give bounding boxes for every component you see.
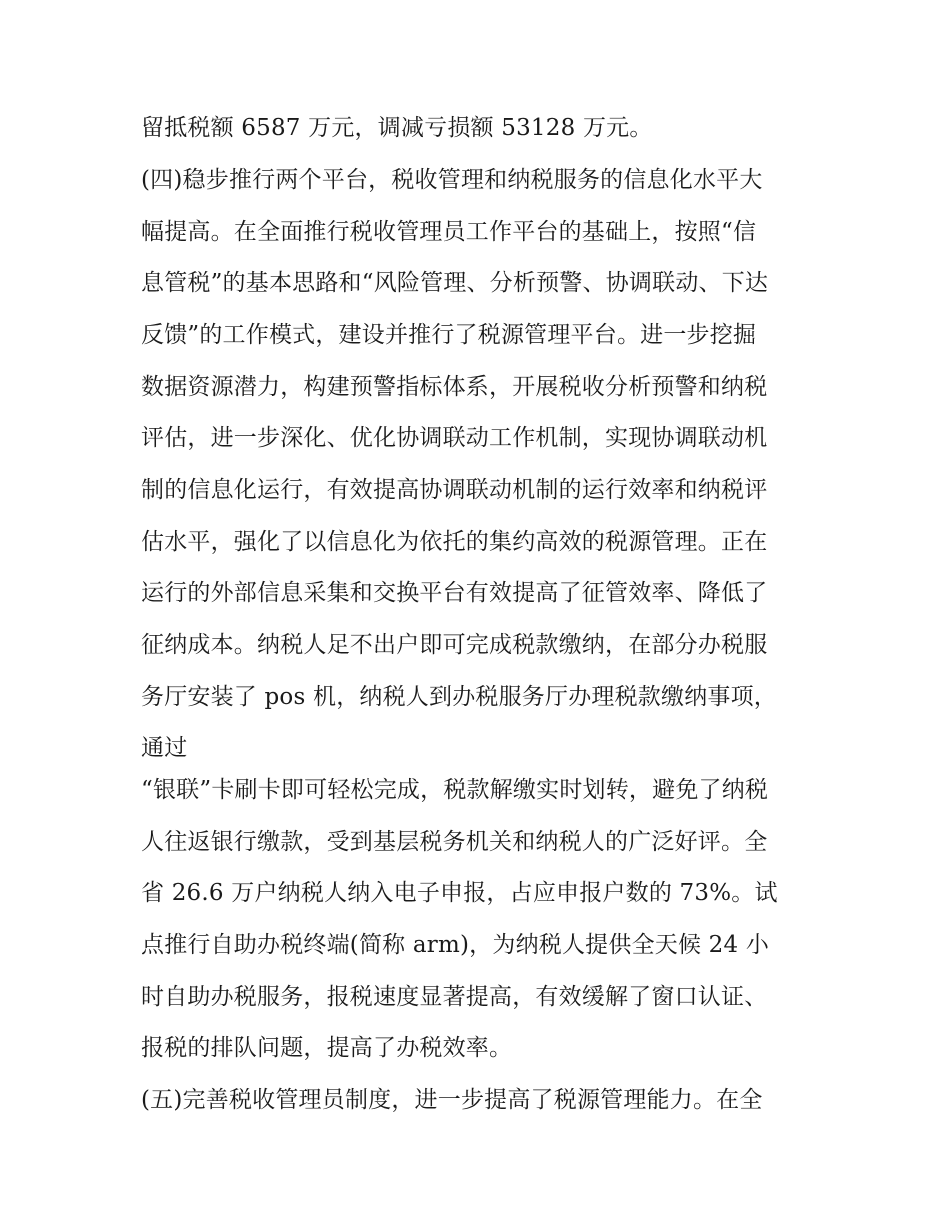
text-line: 征纳成本。纳税人足不出户即可完成税款缴纳，在部分办税服 xyxy=(141,632,768,658)
text-line: 制的信息化运行，有效提高协调联动机制的运行效率和纳税评 xyxy=(141,477,768,503)
text-line: 点推行自助办税终端(简称 arm)，为纳税人提供全天候 24 小 xyxy=(141,932,770,958)
text-line: 评估，进一步深化、优化协调联动工作机制，实现协调联动机 xyxy=(141,425,768,451)
text-line: 通过 xyxy=(141,735,188,761)
text-line: 息管税”的基本思路和“风险管理、分析预警、协调联动、下达 xyxy=(141,270,769,296)
text-line: 报税的排队问题，提高了办税效率。 xyxy=(141,1035,513,1061)
text-line: 估水平，强化了以信息化为依托的集约高效的税源管理。正在 xyxy=(141,529,768,555)
text-line: 反馈”的工作模式，建设并推行了税源管理平台。进一步挖掘 xyxy=(141,322,757,348)
text-line: (四)稳步推行两个平台，税收管理和纳税服务的信息化水平大 xyxy=(141,167,763,193)
text-line: 数据资源潜力，构建预警指标体系，开展税收分析预警和纳税 xyxy=(141,374,768,400)
text-line: 幅提高。在全面推行税收管理员工作平台的基础上，按照“信 xyxy=(141,219,757,245)
text-line: 运行的外部信息采集和交换平台有效提高了征管效率、降低了 xyxy=(141,580,768,606)
text-line: 务厅安装了 pos 机，纳税人到办税服务厅办理税款缴纳事项， xyxy=(141,684,777,710)
text-line: 时自助办税服务，报税速度显著提高，有效缓解了窗口认证、 xyxy=(141,984,768,1010)
text-line: 留抵税额 6587 万元，调减亏损额 53128 万元。 xyxy=(141,115,653,141)
text-line: (五)完善税收管理员制度，进一步提高了税源管理能力。在全 xyxy=(141,1087,763,1113)
text-line: 人往返银行缴款，受到基层税务机关和纳税人的广泛好评。全 xyxy=(141,829,768,855)
text-line: 省 26.6 万户纳税人纳入电子申报，占应申报户数的 73%。试 xyxy=(141,880,778,906)
text-line: “银联”卡刷卡即可轻松完成，税款解缴实时划转，避免了纳税 xyxy=(141,777,769,803)
